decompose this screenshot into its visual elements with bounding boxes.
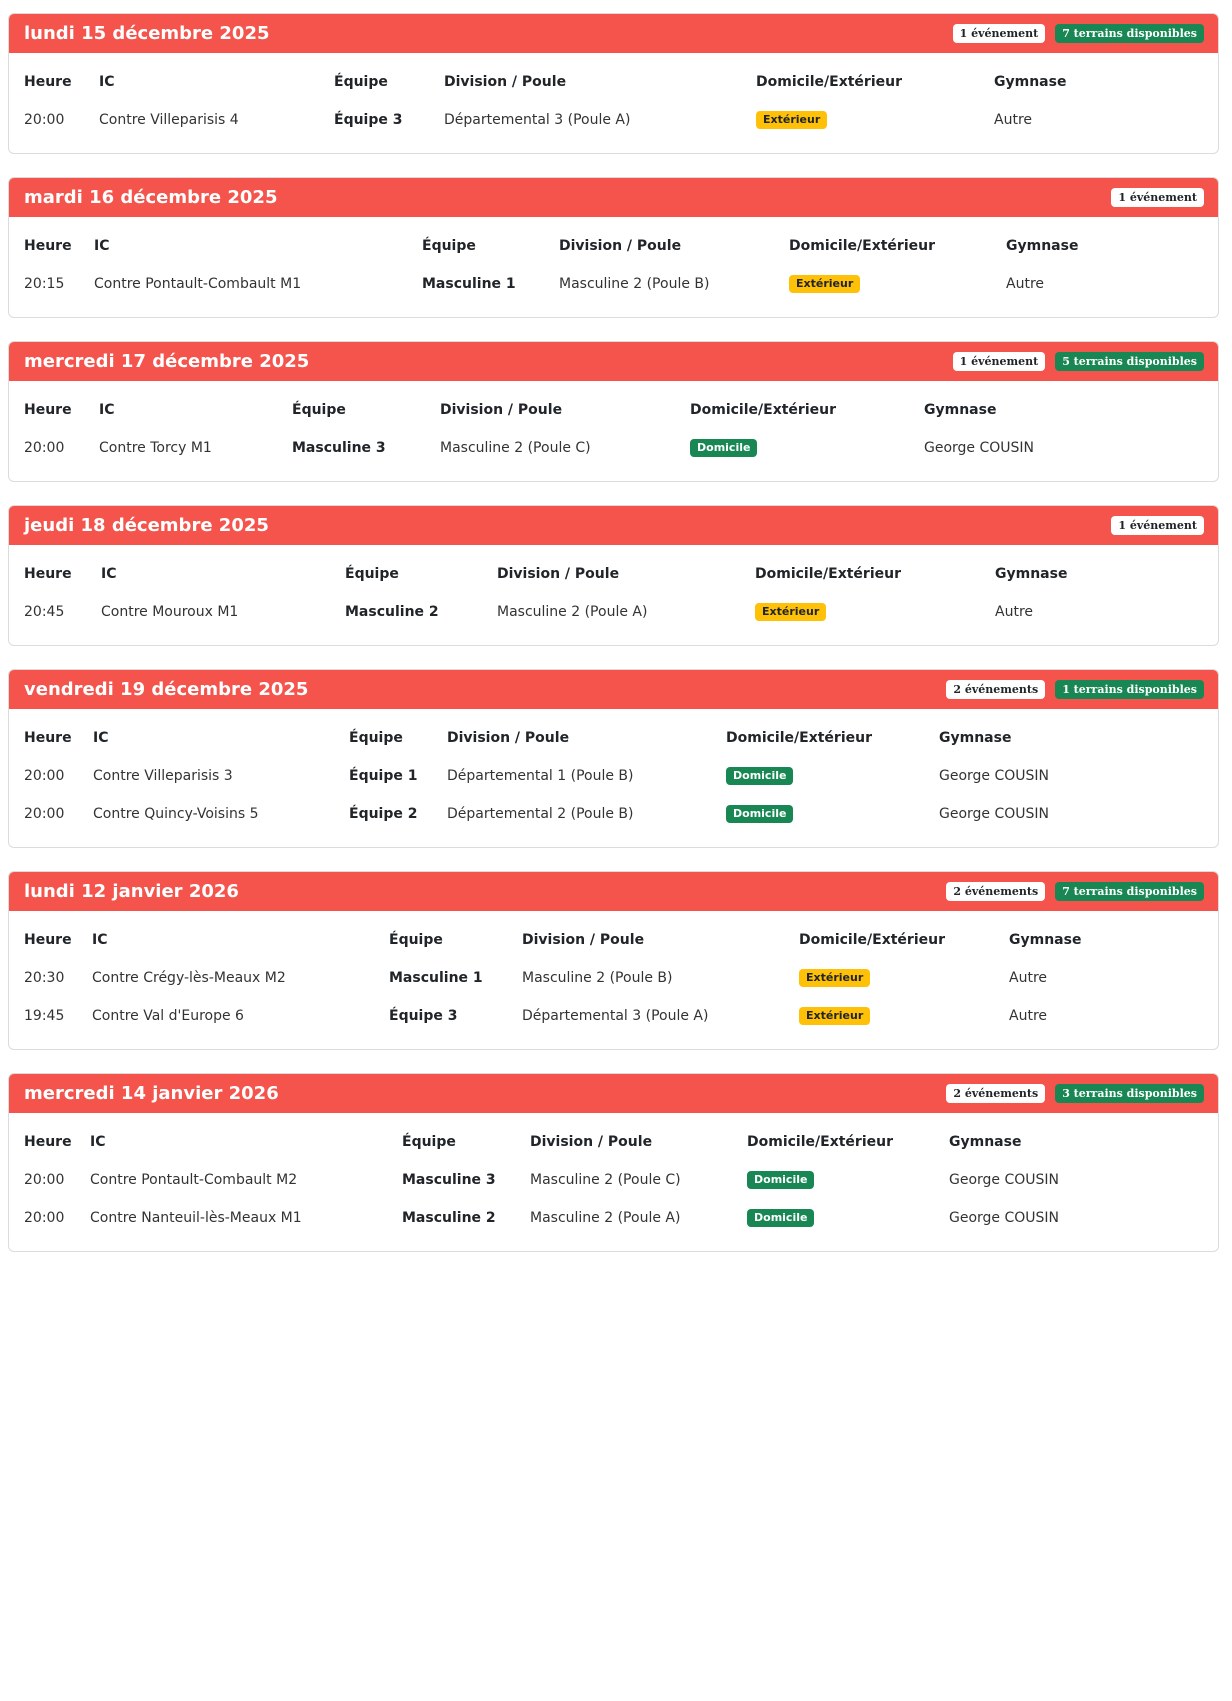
- col-time-header: Heure: [24, 932, 72, 948]
- event-division: Masculine 2 (Poule C): [530, 1172, 681, 1188]
- col-time-header: Heure: [24, 402, 72, 418]
- event-opponent: Contre Nanteuil-lès-Meaux M1: [90, 1210, 302, 1226]
- day-title: vendredi 19 décembre 2025: [24, 679, 309, 700]
- event-gym: George COUSIN: [949, 1210, 1060, 1226]
- day-title: mardi 16 décembre 2025: [24, 187, 278, 208]
- available-courts-badge: 7 terrains disponibles: [1055, 24, 1204, 43]
- event-division: Départemental 1 (Poule B): [447, 768, 634, 784]
- event-opponent: Contre Mouroux M1: [101, 604, 239, 620]
- col-ic-header: IC: [90, 1134, 106, 1150]
- table-header-row: [24, 555, 1203, 593]
- event-home-away: [726, 795, 939, 833]
- col-ic-header: IC: [94, 238, 110, 254]
- day-badges: [1111, 516, 1204, 535]
- col-gym-header: Gymnase: [949, 1134, 1022, 1150]
- event-home-away: [726, 757, 939, 795]
- day-body: [9, 911, 1218, 1049]
- day-badges: [946, 680, 1204, 699]
- events-count-badge: 1 événement: [953, 24, 1046, 43]
- col-ic-header: IC: [92, 932, 108, 948]
- col-gym-header: Gymnase: [994, 74, 1067, 90]
- col-team-header: Équipe: [349, 730, 403, 746]
- events-count-badge: 2 événements: [946, 1084, 1045, 1103]
- day-header: [9, 14, 1218, 53]
- home-away-badge: Extérieur: [789, 275, 860, 293]
- col-division-header: Division / Poule: [530, 1134, 653, 1150]
- table-row: [24, 1161, 1203, 1199]
- available-courts-badge: 7 terrains disponibles: [1055, 882, 1204, 901]
- col-home-away-header: Domicile/Extérieur: [755, 566, 901, 582]
- col-home-away-header: Domicile/Extérieur: [789, 238, 935, 254]
- col-home-away-header: Domicile/Extérieur: [747, 1134, 893, 1150]
- event-home-away: [690, 429, 924, 467]
- home-away-badge: Extérieur: [755, 603, 826, 621]
- available-courts-badge: 1 terrains disponibles: [1055, 680, 1204, 699]
- event-gym: George COUSIN: [939, 768, 1050, 784]
- events-table: [24, 63, 1203, 139]
- events-table-body: [24, 265, 1203, 303]
- col-home-away-header: Domicile/Extérieur: [726, 730, 872, 746]
- events-count-badge: 2 événements: [946, 680, 1045, 699]
- event-team: Masculine 2: [345, 604, 439, 620]
- col-gym-header: Gymnase: [1009, 932, 1082, 948]
- day-badges: [946, 1084, 1204, 1103]
- day-badges: [946, 882, 1204, 901]
- event-opponent: Contre Val d'Europe 6: [92, 1008, 244, 1024]
- available-courts-badge: 3 terrains disponibles: [1055, 1084, 1204, 1103]
- col-team-header: Équipe: [402, 1134, 456, 1150]
- day-header: [9, 670, 1218, 709]
- events-table-body: [24, 757, 1203, 833]
- table-row: [24, 795, 1203, 833]
- day-card: [8, 177, 1219, 318]
- col-home-away-header: Domicile/Extérieur: [756, 74, 902, 90]
- event-opponent: Contre Quincy-Voisins 5: [93, 806, 259, 822]
- event-time: 20:00: [24, 806, 65, 822]
- event-division: Départemental 3 (Poule A): [444, 112, 631, 128]
- col-time-header: Heure: [24, 74, 72, 90]
- col-division-header: Division / Poule: [522, 932, 645, 948]
- table-header-row: [24, 1123, 1203, 1161]
- event-opponent: Contre Pontault-Combault M1: [94, 276, 302, 292]
- day-title: lundi 12 janvier 2026: [24, 881, 239, 902]
- events-table-body: [24, 959, 1203, 1035]
- event-time: 19:45: [24, 1008, 65, 1024]
- day-title: mercredi 14 janvier 2026: [24, 1083, 279, 1104]
- event-opponent: Contre Villeparisis 3: [93, 768, 233, 784]
- day-body: [9, 545, 1218, 645]
- events-table-body: [24, 593, 1203, 631]
- day-card: [8, 871, 1219, 1050]
- events-count-badge: 2 événements: [946, 882, 1045, 901]
- event-home-away: [755, 593, 995, 631]
- event-team: Équipe 2: [349, 806, 418, 822]
- event-gym: Autre: [995, 604, 1034, 620]
- events-table: [24, 921, 1203, 1035]
- day-badges: [1111, 188, 1204, 207]
- col-gym-header: Gymnase: [995, 566, 1068, 582]
- event-gym: George COUSIN: [924, 440, 1035, 456]
- event-division: Départemental 3 (Poule A): [522, 1008, 709, 1024]
- col-gym-header: Gymnase: [939, 730, 1012, 746]
- col-team-header: Équipe: [422, 238, 476, 254]
- events-table: [24, 1123, 1203, 1237]
- home-away-badge: Domicile: [726, 767, 793, 785]
- day-badges: [953, 24, 1204, 43]
- event-time: 20:00: [24, 768, 65, 784]
- home-away-badge: Extérieur: [756, 111, 827, 129]
- event-home-away: [756, 101, 994, 139]
- event-opponent: Contre Crégy-lès-Meaux M2: [92, 970, 286, 986]
- event-division: Masculine 2 (Poule A): [497, 604, 648, 620]
- table-row: [24, 997, 1203, 1035]
- event-home-away: [747, 1161, 949, 1199]
- event-time: 20:30: [24, 970, 65, 986]
- events-table-body: [24, 1161, 1203, 1237]
- col-team-header: Équipe: [345, 566, 399, 582]
- event-team: Masculine 3: [292, 440, 386, 456]
- col-time-header: Heure: [24, 1134, 72, 1150]
- day-header: [9, 872, 1218, 911]
- col-ic-header: IC: [99, 74, 115, 90]
- col-division-header: Division / Poule: [497, 566, 620, 582]
- col-home-away-header: Domicile/Extérieur: [799, 932, 945, 948]
- day-header: [9, 506, 1218, 545]
- event-home-away: [799, 959, 1009, 997]
- col-ic-header: IC: [101, 566, 117, 582]
- day-body: [9, 217, 1218, 317]
- events-count-badge: 1 événement: [1111, 188, 1204, 207]
- col-time-header: Heure: [24, 730, 72, 746]
- table-header-row: [24, 227, 1203, 265]
- day-badges: [953, 352, 1204, 371]
- table-row: [24, 1199, 1203, 1237]
- col-division-header: Division / Poule: [440, 402, 563, 418]
- event-time: 20:00: [24, 440, 65, 456]
- col-gym-header: Gymnase: [1006, 238, 1079, 254]
- day-body: [9, 53, 1218, 153]
- event-team: Équipe 3: [389, 1008, 458, 1024]
- day-cards: [8, 13, 1219, 1252]
- events-count-badge: 1 événement: [953, 352, 1046, 371]
- table-row: [24, 959, 1203, 997]
- day-body: [9, 1113, 1218, 1251]
- col-team-header: Équipe: [292, 402, 346, 418]
- day-body: [9, 381, 1218, 481]
- col-division-header: Division / Poule: [447, 730, 570, 746]
- events-table: [24, 391, 1203, 467]
- event-team: Masculine 3: [402, 1172, 496, 1188]
- home-away-badge: Domicile: [690, 439, 757, 457]
- event-division: Masculine 2 (Poule A): [530, 1210, 681, 1226]
- home-away-badge: Domicile: [747, 1209, 814, 1227]
- home-away-badge: Extérieur: [799, 1007, 870, 1025]
- col-gym-header: Gymnase: [924, 402, 997, 418]
- event-team: Masculine 2: [402, 1210, 496, 1226]
- col-home-away-header: Domicile/Extérieur: [690, 402, 836, 418]
- event-time: 20:00: [24, 112, 65, 128]
- event-opponent: Contre Torcy M1: [99, 440, 212, 456]
- day-card: [8, 505, 1219, 646]
- event-home-away: [789, 265, 1006, 303]
- col-division-header: Division / Poule: [444, 74, 567, 90]
- event-opponent: Contre Villeparisis 4: [99, 112, 239, 128]
- available-courts-badge: 5 terrains disponibles: [1055, 352, 1204, 371]
- col-ic-header: IC: [93, 730, 109, 746]
- event-time: 20:00: [24, 1210, 65, 1226]
- col-team-header: Équipe: [334, 74, 388, 90]
- event-time: 20:45: [24, 604, 65, 620]
- event-division: Masculine 2 (Poule B): [559, 276, 710, 292]
- event-home-away: [747, 1199, 949, 1237]
- table-header-row: [24, 63, 1203, 101]
- events-table: [24, 227, 1203, 303]
- day-title: lundi 15 décembre 2025: [24, 23, 270, 44]
- col-ic-header: IC: [99, 402, 115, 418]
- table-header-row: [24, 719, 1203, 757]
- event-team: Équipe 3: [334, 112, 403, 128]
- col-time-header: Heure: [24, 238, 72, 254]
- event-team: Masculine 1: [389, 970, 483, 986]
- day-card: [8, 669, 1219, 848]
- day-header: [9, 342, 1218, 381]
- event-team: Équipe 1: [349, 768, 418, 784]
- event-home-away: [799, 997, 1009, 1035]
- event-gym: George COUSIN: [949, 1172, 1060, 1188]
- home-away-badge: Domicile: [726, 805, 793, 823]
- events-table: [24, 719, 1203, 833]
- table-row: [24, 265, 1203, 303]
- day-header: [9, 178, 1218, 217]
- event-gym: Autre: [1009, 970, 1048, 986]
- table-row: [24, 101, 1203, 139]
- day-title: jeudi 18 décembre 2025: [24, 515, 269, 536]
- day-header: [9, 1074, 1218, 1113]
- day-card: [8, 1073, 1219, 1252]
- day-card: [8, 13, 1219, 154]
- event-time: 20:15: [24, 276, 65, 292]
- day-title: mercredi 17 décembre 2025: [24, 351, 310, 372]
- event-division: Départemental 2 (Poule B): [447, 806, 634, 822]
- event-division: Masculine 2 (Poule C): [440, 440, 591, 456]
- table-header-row: [24, 391, 1203, 429]
- event-opponent: Contre Pontault-Combault M2: [90, 1172, 298, 1188]
- event-gym: Autre: [1006, 276, 1045, 292]
- events-count-badge: 1 événement: [1111, 516, 1204, 535]
- col-team-header: Équipe: [389, 932, 443, 948]
- table-header-row: [24, 921, 1203, 959]
- table-row: [24, 757, 1203, 795]
- event-gym: George COUSIN: [939, 806, 1050, 822]
- home-away-badge: Domicile: [747, 1171, 814, 1189]
- home-away-badge: Extérieur: [799, 969, 870, 987]
- day-card: [8, 341, 1219, 482]
- events-table: [24, 555, 1203, 631]
- events-table-body: [24, 429, 1203, 467]
- col-division-header: Division / Poule: [559, 238, 682, 254]
- event-gym: Autre: [1009, 1008, 1048, 1024]
- event-division: Masculine 2 (Poule B): [522, 970, 673, 986]
- events-table-body: [24, 101, 1203, 139]
- event-time: 20:00: [24, 1172, 65, 1188]
- event-gym: Autre: [994, 112, 1033, 128]
- table-row: [24, 429, 1203, 467]
- table-row: [24, 593, 1203, 631]
- day-body: [9, 709, 1218, 847]
- col-time-header: Heure: [24, 566, 72, 582]
- event-team: Masculine 1: [422, 276, 516, 292]
